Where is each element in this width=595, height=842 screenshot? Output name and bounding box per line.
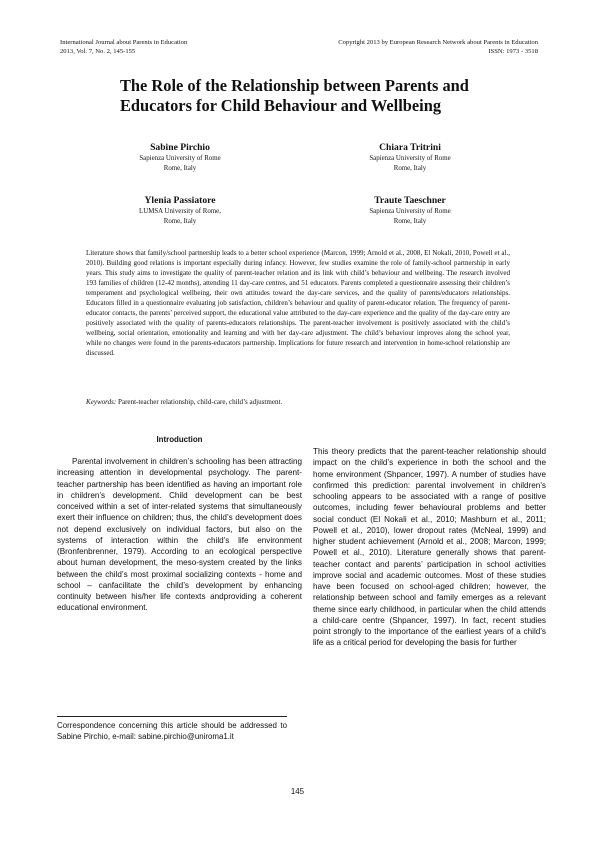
author-affiliation: Sapienza University of Rome xyxy=(369,155,451,162)
author-name: Chiara Tritrini xyxy=(379,142,441,153)
abstract: Literature shows that family/school partnership leads to a better school experience (Marcon, 1999; Arnold et al., 2008, El Nokali, 2010, Powell et al., 2010). Building good relations is important especially during infancy. However, few studies examine the role of family-school partnership in early years. This study aims to investigate the quality of parent-teacher relation and its link with child’s behaviour and wellbeing. The research involved 193 families of children (12-42 months), attending 11 day-care centres, and 51 educators. Parents completed a questionnaire assessing their children’s temperament and psychological wellbeing, their own attitudes toward the day-care services, and the quality of parents/educators relationships. Educators filled in a questionnaire evaluating job satisfaction, children’s behaviour and quality of parent-educator relation. The frequency of parent-educator contacts, the parents’ perceived support, the educational value attributed to the day-care experience and the quality of the day-care entry are positively associated with the quality of parents-educators relationships. The parent-teacher involvement is positively associated with the child’s wellbeing, social orientation, emotionality and learning and with her day-care adjustment. The child’s behaviour improves along the school year, while no changes were found in the parents-educators partnership. Implications for future research and intervention in home-school relationship are discussed. xyxy=(86,249,510,357)
article-title-line-2: Educators for Child Behaviour and Wellbeing xyxy=(120,95,442,115)
author-block xyxy=(330,195,490,226)
keywords-label: Keywords: xyxy=(86,398,117,406)
correspondence-footnote: Correspondence concerning this article should be addressed to Sabine Pirchio, e-mail: sabine.pirchio@uniroma1.it xyxy=(57,721,287,741)
author-location: Rome, Italy xyxy=(393,217,427,225)
author-block xyxy=(100,195,260,226)
author-block xyxy=(100,142,260,173)
author-location: Rome, Italy xyxy=(163,217,197,225)
body-column-left: Parental involvement in children’s schooling has been attracting increasing attention in developmental psychology. The parent-teacher partnership has been identified as having an important role in children’s development. Child development can be best conceived within a set of inter-related systems that simultaneously exert their influence on children; thus, the child’s development does not depend exclusively on individual factors, but also on the systems of interaction within the child’s life environment (Bronfenbrenner, 1979). According to an ecological perspective about human development, the meso-system created by the links between the child’s most proximal socializing contexts - home and school – canfacilitate the child’s development by enhancing continuity between his/her life contexts andproviding a coherent educational environment. xyxy=(57,457,302,613)
keywords xyxy=(86,397,510,407)
author-block xyxy=(330,142,490,173)
running-header-right xyxy=(278,39,538,56)
author-name: Traute Taeschner xyxy=(374,195,446,206)
journal-volume: 2013, Vol. 7, No. 2, 145-155 xyxy=(60,47,136,55)
author-location: Rome, Italy xyxy=(163,164,197,172)
author-name: Ylenia Passiatore xyxy=(144,195,216,206)
footnote-divider xyxy=(57,716,287,717)
page-number: 145 xyxy=(290,787,305,796)
journal-name: International Journal about Parents in Education xyxy=(60,39,188,46)
running-header-left xyxy=(60,39,290,56)
author-affiliation: Sapienza University of Rome xyxy=(369,208,451,215)
copyright-notice: Copyright 2013 by European Research Network about Parents in Education xyxy=(338,39,538,46)
author-location: Rome, Italy xyxy=(393,164,427,172)
author-name: Sabine Pirchio xyxy=(150,142,210,153)
article-title xyxy=(120,76,540,115)
keywords-list: Parent-teacher relationship, child-care, child’s adjustment. xyxy=(116,398,283,406)
author-affiliation: LUMSA University of Rome, xyxy=(139,208,221,215)
body-column-right: This theory predicts that the parent-teacher relationship should impact on the child’s experience in both the school and the home environment (Shpancer, 1997). A number of studies have confirmed this prediction: parental involvement in children’s schooling appears to be associated with a range of positive outcomes, including fewer behavioural problems and better social conduct (El Nokali et al., 2010; Mashburn et al., 2011; Powell et al., 2010), lower dropout rates (McNeal, 1999) and higher student achievement (Arnold et al., 2008; Marcon, 1999; Powell et al., 2010). Literature generally shows that parent-teacher contact and parents’ participation in school activities improve social and academic outcomes. Most of these studies have been focused on school-aged children; however, the relationship between school and family emerges as a relevant theme since early childhood, in particular when the child attends a child-care centre (Shpancer, 1997). In fact, recent studies point strongly to the importance of the earliest years of a child’s life as a critical period for developing the basis for further xyxy=(313,447,546,648)
author-affiliation: Sapienza University of Rome xyxy=(139,155,221,162)
section-heading-introduction: Introduction xyxy=(156,435,203,444)
article-title-line-1: The Role of the Relationship between Parents and xyxy=(120,76,469,95)
issn: ISSN: 1973 - 3518 xyxy=(488,47,538,55)
